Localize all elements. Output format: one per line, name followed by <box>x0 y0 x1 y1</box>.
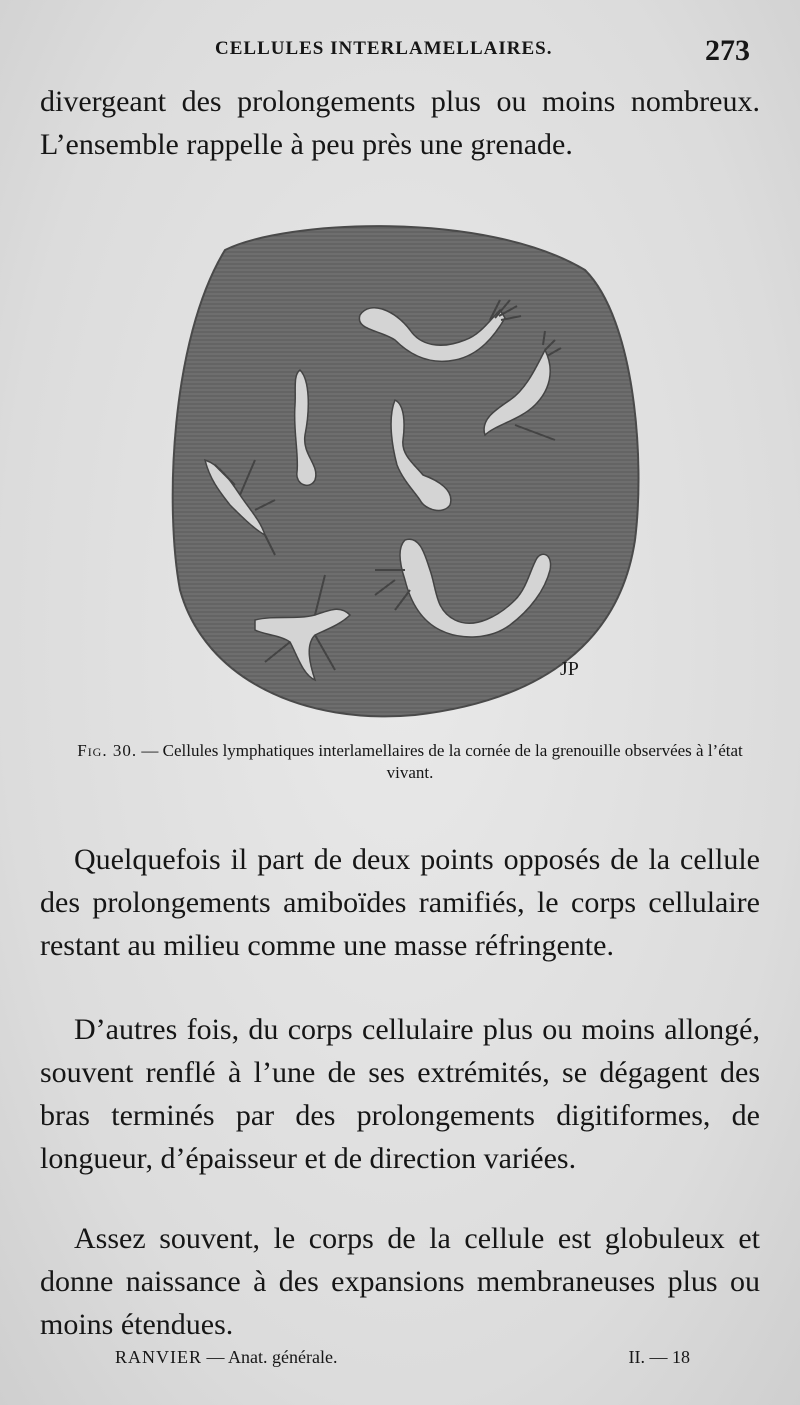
engraver-monogram: JP <box>560 658 579 680</box>
signature-mark: II. — 18 <box>628 1347 690 1367</box>
body-paragraph: Quelquefois il part de deux points opposés de la cellule des prolongements amiboïdes ramifiés, le corps cellulaire restant au milieu comme une masse réfringente. <box>40 843 760 962</box>
running-title: CELLULES INTERLAMELLAIRES. <box>215 38 553 59</box>
figure-30 <box>165 210 645 720</box>
intro-paragraph: divergeant des prolongements plus ou moins nombreux. L’ensemble rappelle à peu près une grenade. <box>40 85 760 161</box>
cornea-illustration <box>165 210 645 720</box>
body-paragraph: D’autres fois, du corps cellulaire plus ou moins allongé, souvent renflé à l’une de ses extrémités, se dégagent des bras terminés par des prolongements digitiformes, de longueur, d’épaisseur et de direction variées. <box>40 1013 760 1175</box>
running-head <box>40 34 760 74</box>
body-paragraph: Assez souvent, le corps de la cellule est globuleux et donne naissance à des expansions membraneuses plus ou moins étendues. <box>40 1222 760 1341</box>
figure-caption <box>60 740 760 784</box>
footer-reference <box>115 1347 337 1368</box>
caption-label: Fig. 30. <box>77 741 138 760</box>
page-number: 273 <box>705 34 750 67</box>
caption-text: — Cellules lymphatiques interlamellaires de la cornée de la grenouille observées à l’état vivant. <box>141 741 743 782</box>
page-footer <box>115 1347 715 1377</box>
footer-title: — Anat. générale. <box>206 1347 338 1367</box>
footer-author: RANVIER <box>115 1347 202 1367</box>
